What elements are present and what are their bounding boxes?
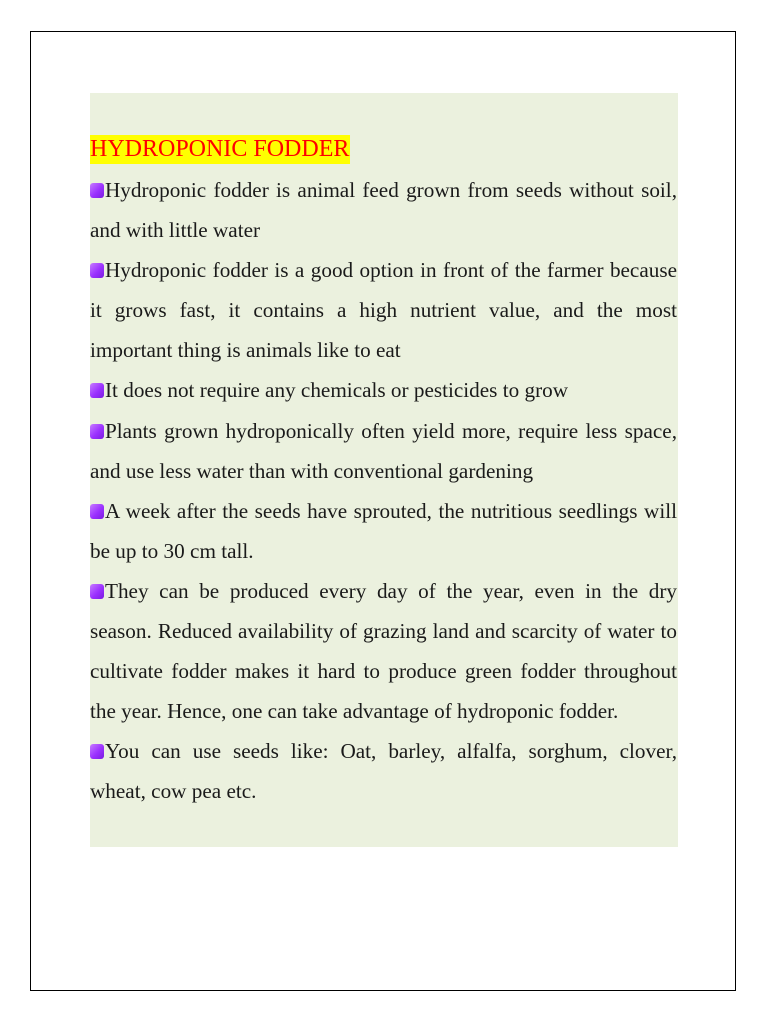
bullet-item bbox=[90, 731, 677, 811]
bullet-text: Hydroponic fodder is a good option in front of the farmer because it grows fast, it contains a high nutrient value, and the most important thing is animals like to eat bbox=[90, 258, 677, 363]
bullet-text: You can use seeds like: Oat, barley, alfalfa, sorghum, clover, wheat, cow pea etc. bbox=[90, 739, 677, 804]
document-title: HYDROPONIC FODDER bbox=[90, 136, 350, 162]
bullet-list bbox=[90, 170, 677, 812]
bullet-text: It does not require any chemicals or pesticides to grow bbox=[105, 378, 569, 403]
bullet-text: They can be produced every day of the year, even in the dry season. Reduced availability of grazing land and scarcity of water to cultivate fodder makes it hard to produce green fodder throughout the year. Hence, one can take advantage of hydroponic fodder. bbox=[90, 578, 677, 724]
bullet-item bbox=[90, 170, 677, 250]
bullet-icon bbox=[90, 383, 104, 398]
bullet-icon bbox=[90, 183, 104, 198]
bullet-item bbox=[90, 250, 677, 370]
bullet-icon bbox=[90, 424, 104, 439]
bullet-icon bbox=[90, 504, 104, 519]
bullet-item bbox=[90, 571, 677, 731]
bullet-item bbox=[90, 370, 677, 410]
bullet-text: Plants grown hydroponically often yield more, require less space, and use less water than with conventional gardening bbox=[90, 418, 677, 483]
bullet-icon bbox=[90, 744, 104, 759]
bullet-item bbox=[90, 491, 677, 571]
bullet-icon bbox=[90, 263, 104, 278]
bullet-item bbox=[90, 411, 677, 491]
bullet-icon bbox=[90, 584, 104, 599]
bullet-text: A week after the seeds have sprouted, the nutritious seedlings will be up to 30 cm tall. bbox=[90, 498, 677, 563]
bullet-text: Hydroponic fodder is animal feed grown from seeds without soil, and with little water bbox=[90, 178, 677, 243]
